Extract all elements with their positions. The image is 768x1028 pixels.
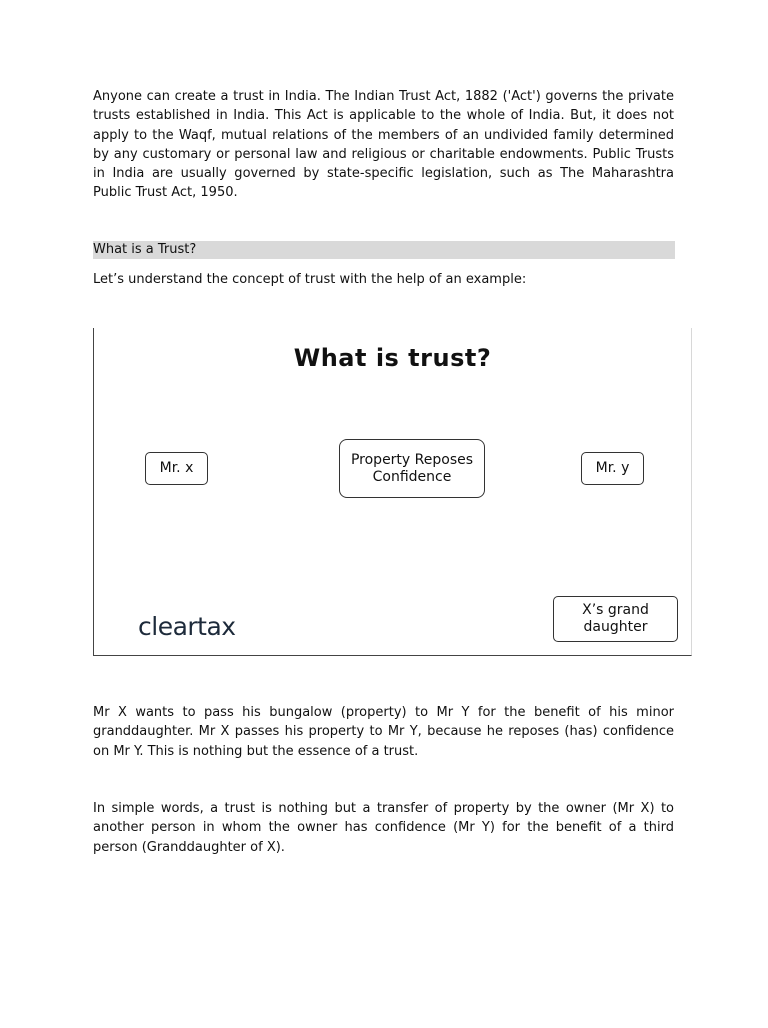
node-mr-x-label: Mr. x (159, 460, 194, 476)
cleartax-logo-text: cleartax (138, 612, 236, 641)
node-granddaughter-line2: daughter (583, 619, 648, 635)
intro-paragraph: Anyone can create a trust in India. The Indian Trust Act, 1882 ('Act') governs the private trusts established in India. This Act is applicable to the whole of India. But, it does not apply to the Waqf, mutual relations of the members of an undivided family determined by any customary or personal law and religious or charitable endowments. Public Trusts in India are usually governed by state-specific legislation, such as The Maharashtra Public Trust Act, 1950. (93, 89, 674, 201)
node-granddaughter-line1: X’s grand (582, 602, 649, 618)
diagram-title: What is trust? (293, 344, 492, 372)
node-granddaughter (553, 596, 678, 642)
example-paragraph: Mr X wants to pass his bungalow (property) to Mr Y for the benefit of his minor granddaughter. Mr X passes his property to Mr Y, because he reposes (has) confidence on Mr Y. This is nothing but the essence of a trust. (93, 705, 674, 759)
node-middle-line2: Confidence (372, 468, 452, 485)
lead-in-text: Let’s understand the concept of trust with the help of an example: (93, 272, 527, 287)
node-mr-y (581, 452, 644, 485)
summary-paragraph: In simple words, a trust is nothing but a transfer of property by the owner (Mr X) to another person in whom the owner has confidence (Mr Y) for the benefit of a third person (Granddaughter of X). (93, 801, 674, 855)
section-heading: What is a Trust? (93, 241, 675, 259)
node-mr-y-label: Mr. y (595, 460, 630, 476)
node-middle-line1: Property Reposes (350, 451, 474, 468)
node-property-reposes-confidence (339, 439, 485, 498)
cleartax-logo (134, 612, 236, 641)
node-mr-x (145, 452, 208, 485)
